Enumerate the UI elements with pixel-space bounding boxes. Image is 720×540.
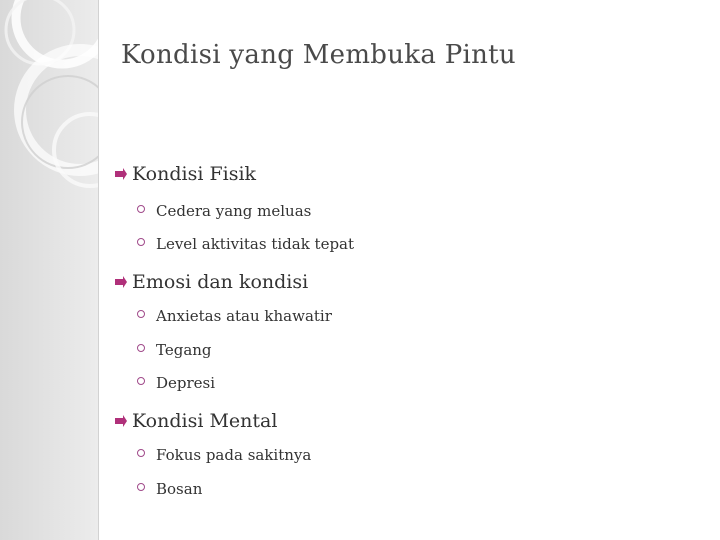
- section-label: Kondisi Fisik: [132, 163, 257, 185]
- list-item: [137, 446, 311, 464]
- circle-bullet-icon: [137, 310, 145, 318]
- section-bullet-icon: [114, 167, 128, 181]
- list-item-text: Level aktivitas tidak tepat: [156, 235, 355, 253]
- list-item-text: Fokus pada sakitnya: [156, 446, 312, 464]
- section-bullet-icon: [114, 275, 128, 289]
- section-label: Kondisi Mental: [132, 410, 278, 432]
- decorative-sidebar: [0, 0, 99, 540]
- section-heading: [114, 410, 277, 432]
- circle-bullet-icon: [137, 483, 145, 491]
- list-item: [137, 202, 311, 220]
- decorative-rings-graphic: [0, 0, 98, 540]
- section-heading: [114, 271, 308, 293]
- section-heading: [114, 163, 256, 185]
- list-item: [137, 374, 215, 392]
- list-item-text: Tegang: [156, 341, 212, 359]
- list-item-text: Anxietas atau khawatir: [156, 307, 332, 325]
- list-item-text: Bosan: [156, 480, 203, 498]
- circle-bullet-icon: [137, 377, 145, 385]
- circle-bullet-icon: [137, 344, 145, 352]
- list-item-text: Cedera yang meluas: [156, 202, 312, 220]
- list-item: [137, 235, 354, 253]
- list-item-text: Depresi: [156, 374, 216, 392]
- slide-title: Kondisi yang Membuka Pintu: [121, 40, 516, 70]
- list-item: [137, 480, 202, 498]
- section-bullet-icon: [114, 414, 128, 428]
- circle-bullet-icon: [137, 205, 145, 213]
- circle-bullet-icon: [137, 238, 145, 246]
- circle-bullet-icon: [137, 449, 145, 457]
- section-label: Emosi dan kondisi: [132, 271, 309, 293]
- list-item: [137, 307, 332, 325]
- list-item: [137, 341, 212, 359]
